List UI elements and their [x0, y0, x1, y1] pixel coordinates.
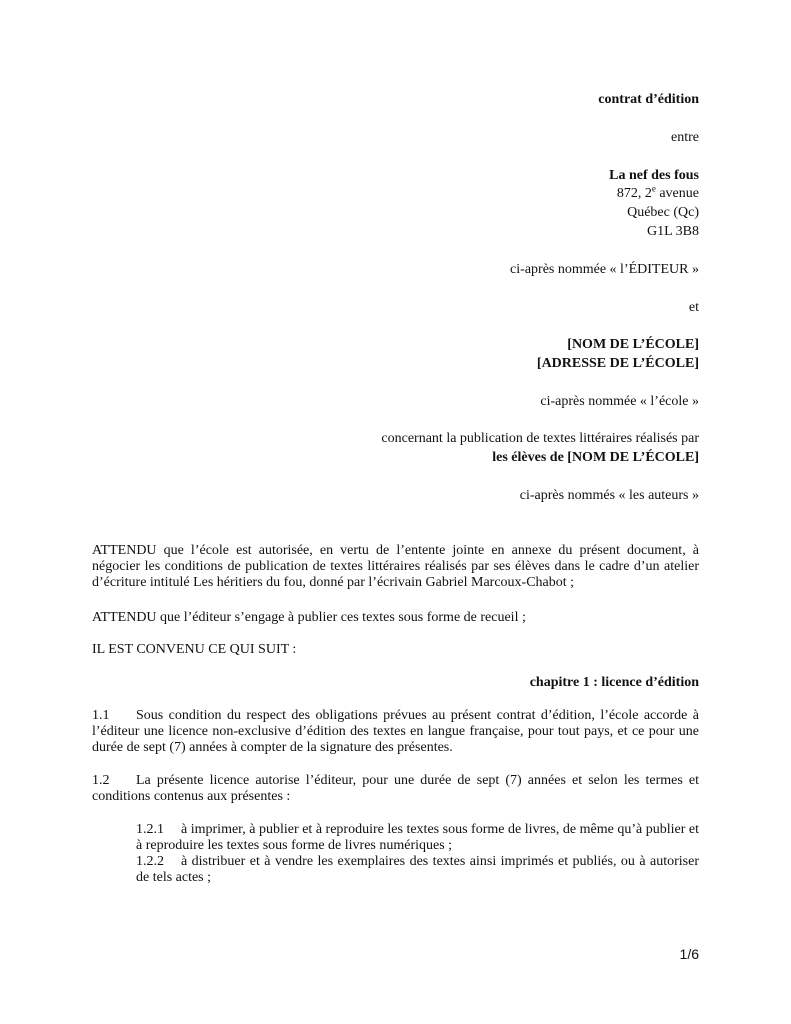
school-alias: ci-après nommée « l’école »	[540, 394, 699, 409]
whereas-paragraph-2: ATTENDU que l’éditeur s’engage à publier ces textes sous forme de recueil ;	[92, 610, 526, 625]
clause-number: 1.1	[92, 708, 110, 723]
clause-1-2-2	[136, 854, 699, 886]
whereas-paragraph-1	[92, 543, 699, 591]
paragraph-line: et à reproduire les textes sous forme de livres numériques ;	[136, 822, 700, 853]
paragraph-line: ATTENDU que l’école est autorisée, en vertu de l’entente jointe en annexe du présent document, à	[92, 543, 699, 558]
clause-number: 1.2	[92, 773, 110, 788]
clause-text: Sous condition du respect des obligations prévues au présent contrat d’édition, l’école accorde à	[136, 708, 699, 723]
paragraph-line: d’écriture intitulé Les héritiers du fou, donné par l’écrivain Gabriel Marcoux-Chabot ;	[92, 575, 575, 590]
page-number: 1/6	[679, 946, 699, 962]
clause-1-2	[92, 773, 699, 805]
paragraph-line	[136, 854, 699, 869]
authors-alias: ci-après nommés « les auteurs »	[519, 488, 699, 503]
clause-1-2-1	[136, 822, 699, 854]
paragraph-line: négocier les conditions de publication de textes littéraires réalisés par ses élèves dans le cadre d’un atelier	[92, 559, 699, 574]
concerning-line: concernant la publication de textes littéraires réalisés par	[381, 431, 699, 446]
clause-text: à imprimer, à publier et à reproduire les textes sous forme de livres, de même qu’à publier	[181, 822, 686, 837]
school-name: [NOM DE L’ÉCOLE]	[567, 337, 699, 352]
publisher-alias: ci-après nommée « l’ÉDITEUR »	[510, 262, 699, 277]
paragraph-line	[92, 708, 699, 724]
clause-text: à distribuer et à vendre les exemplaires des textes ainsi imprimés et publiés, ou à autoriser	[181, 854, 699, 869]
and-label: et	[688, 300, 699, 315]
paragraph-line	[136, 822, 685, 837]
contract-title: contrat d’édition	[598, 92, 699, 107]
students-line: les élèves de [NOM DE L’ÉCOLE]	[492, 450, 699, 465]
clause-1-1	[92, 708, 699, 756]
publisher-city: Québec (Qc)	[627, 205, 699, 220]
publisher-address	[616, 183, 699, 202]
between-label: entre	[671, 130, 699, 145]
paragraph-line	[92, 773, 699, 789]
clause-number: 1.2.2	[136, 854, 164, 869]
address-number: 872, 2	[616, 186, 652, 201]
paragraph-line: durée de sept (7) années à compter de la signature des présentes.	[92, 740, 453, 755]
address-street: avenue	[655, 186, 699, 201]
paragraph-line: conditions contenus aux présentes :	[92, 789, 291, 804]
agreed-statement: IL EST CONVENU CE QUI SUIT :	[92, 642, 297, 657]
paragraph-line: de tels actes ;	[136, 870, 212, 885]
clause-number: 1.2.1	[136, 822, 164, 837]
school-address: [ADRESSE DE L’ÉCOLE]	[536, 356, 699, 371]
publisher-name: La nef des fous	[609, 168, 699, 183]
address-superscript: e	[651, 183, 656, 194]
paragraph-line: l’éditeur une licence non-exclusive d’édition des textes en langue française, pour tout pays, et ce pour une	[92, 724, 699, 739]
chapter-1-title: chapitre 1 : licence d’édition	[529, 675, 699, 690]
clause-text: La présente licence autorise l’éditeur, pour une durée de sept (7) années et selon les termes et	[136, 773, 699, 788]
publisher-postal-code: G1L 3B8	[647, 224, 699, 239]
